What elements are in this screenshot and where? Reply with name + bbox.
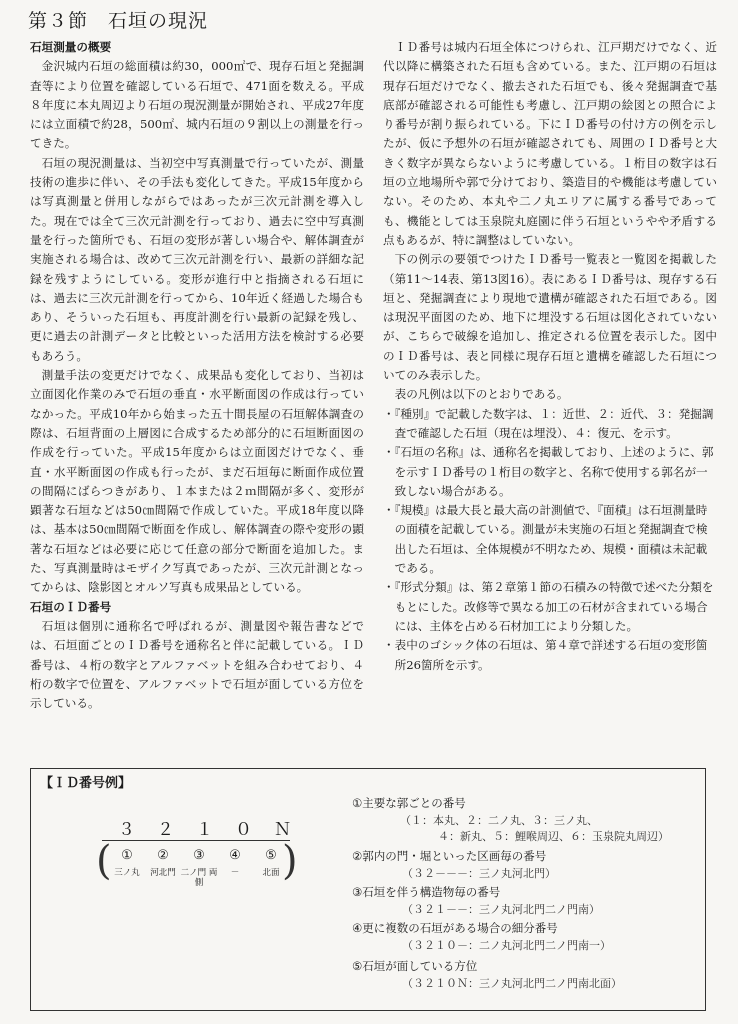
legend-item: ・『規模』は最大長と最大高の計測値で、『面積』は石垣測量時の面積を記載している。測量が未実施の石垣と発掘調査で検出した石垣は、全体規模が不明なため、規模・面積は未記載である。 (383, 503, 708, 576)
digit-marker-5: ⑤ (265, 848, 277, 863)
legend-item: ・『石垣の名称』は、通称名を掲載しており、上述のように、郭を示すＩＤ番号の１桁目の数字と、名称で使用する郭名が一致しない場合がある。 (383, 445, 714, 498)
right-paren: ) (282, 838, 298, 884)
digit-marker-4: ④ (229, 848, 241, 863)
section-heading-survey: 石垣測量の概要 (30, 40, 112, 54)
legend-item: ・『形式分類』は、第２章第１節の石積みの特徴で述べた分類をもとにした。改修等で異なる加工の石材が含まれている場合には、主体を占める石材加工により分類した。 (383, 580, 714, 633)
digit-label-1: 三ノ丸 (114, 868, 140, 878)
left-column (30, 38, 364, 713)
paragraph: 金沢城内石垣の総面積は約30，000㎡で、現存石垣と発掘調査等により位置を確認している石垣で、471面を数える。平成８年度に本丸周辺より石垣の現況測量が開始され、平成27年度には立面積で約28，500㎡、城内石垣の９割以上の測量を行ってきた。 (30, 59, 364, 151)
def-1-detail-a: （１：本丸、２：二ノ丸、３：三ノ丸、 (400, 814, 598, 827)
def-1: ①主要な郭ごとの番号 (352, 796, 466, 810)
left-paren: ( (96, 838, 112, 884)
digit-label-2: 河北門 (150, 868, 176, 878)
def-3: ③石垣を伴う構造物毎の番号 (352, 885, 501, 899)
digit-label-5: 北面 (262, 868, 280, 878)
def-5: ⑤石垣が面している方位 (352, 959, 478, 973)
def-2-detail: （３２－－－：三ノ丸河北門） (402, 867, 556, 880)
paragraph: 石垣の現況測量は、当初空中写真測量で行っていたが、測量技術の進歩に伴い、その手法も変化してきた。平成15年度からは写真測量と併用しながらではあったが三次元計測を導入した。現在では全て三次元計測を行っており、過去に空中写真測量を行った箇所でも、石垣の変形が著しい場合や、解体調査が実施される場合は、改めて三次元計測を行い、最新の詳細な記録を残すようにしている。変形が進行中と指摘される石垣には、過去に三次元計測を行ってから、10年近く経過した場合もあり、そういった石垣も、再度計測を行い最新の記録を残し、更に過去の計測データと比較といった活用方法を検討する必要もあろう。 (30, 155, 364, 363)
paragraph: 表の凡例は以下のとおりである。 (394, 387, 569, 402)
id-example-title: 【ＩＤ番号例】 (40, 776, 132, 791)
def-3-detail: （３２１－－：三ノ丸河北門二ノ門南） (402, 903, 600, 916)
paragraph: ＩＤ番号は城内石垣全体につけられ、江戸期だけでなく、近代以降に構築された石垣も含めている。また、江戸期の石垣は現存石垣だけでなく、撤去された石垣でも、後々発掘調査で基底部が確認される可能性も考慮し、江戸期の絵図との照合により番号が割り振られている。下にＩＤ番号の付け方の例を示したが、仮に予想外の石垣が確認されても、周囲のＩＤ番号と大きく数字が異ならないように考慮している。１桁目の数字は石垣の立地場所や郭で分けており、築造目的や機能は考慮していない。そのため、本丸や二ノ丸エリアに属する番号であっても、機能としては玉泉院丸庭園に伴う石垣というやや矛盾する点もあるが、特に調整はしていない。 (383, 40, 717, 247)
code-underline (102, 840, 290, 841)
digit-marker-1: ① (121, 848, 133, 863)
digit-marker-3: ③ (193, 848, 205, 863)
digit-label-3: 二ノ門 両側 (180, 868, 218, 888)
section-heading-id: 石垣のＩＤ番号 (30, 599, 112, 614)
digit-label-4: － (230, 868, 240, 878)
def-2: ②郭内の門・堀といった区画毎の番号 (352, 849, 547, 863)
paragraph: 測量手法の変更だけでなく、成果品も変化しており、当初は立面図化作業のみで石垣の垂直・水平断面図の作成は行っていなかった。平成10年から始まった五十間長屋の石垣解体調査の際は、石垣背面の上層図に合成するため部分的に石垣断面図の作成を行っていた。平成15年度からは立面図だけでなく、垂直・水平断面図の作成も行ったが、まだ石垣毎に断面作成位置の間隔にばらつきがあり、１本または２ｍ間隔が多く、変形が顕著な石垣などは50㎝間隔で作成していた。平成18年度以降は、基本は50㎝間隔で断面を作成し、解体調査の際や変形の顕著な石垣などは必要に応じて任意の部分で断面を追加した。また、写真測量時はモザイク写真であったが、三次元計測となってからは、陰影図とオルソ写真も成果品としている。 (30, 368, 364, 595)
legend-item: ・『種別』で記載した数字は、１：近世、２：近代、３：発掘調査で確認した石垣（現在は埋没）、４：復元、を示す。 (383, 406, 714, 440)
right-column (383, 38, 717, 675)
paragraph: 下の例示の要領でつけたＩＤ番号一覧表と一覧図を掲載した（第11～14表、第13図16）。表にあるＩＤ番号は、現存する石垣と、発掘調査により現地で遺構が確認された石垣である。図は現況平面図のため、地下に埋没する石垣は図化されていないが、こちらで破線を追加し、推定される位置を表示した。図中のＩＤ番号は、表と同様に現存石垣と遺構を確認した石垣についてのみ表示した。 (383, 252, 717, 383)
def-5-detail: （３２１０Ｎ：三ノ丸河北門二ノ門南北面） (402, 977, 622, 990)
id-code-example: ３２１０Ｎ (118, 820, 313, 840)
paragraph: 石垣は個別に通称名で呼ばれるが、測量図や報告書などでは、石垣面ごとのＩＤ番号を通称名と伴に記載している。ＩＤ番号は、４桁の数字とアルファベットを組み合わせており、４桁の数字で位置を、アルファベットで石垣が面している方位を示している。 (30, 618, 364, 711)
def-4: ④更に複数の石垣がある場合の細分番号 (352, 921, 558, 935)
def-1-detail-b: ４：新丸、５：鯉喉周辺、６：玉泉院丸周辺） (438, 830, 669, 843)
digit-marker-2: ② (157, 848, 169, 863)
def-4-detail: （３２１０－：二ノ丸河北門二ノ門南一） (402, 939, 611, 952)
page-title: 第３節 石垣の現況 (28, 10, 209, 32)
legend-item: ・表中のゴシック体の石垣は、第４章で詳述する石垣の変形箇所26箇所を示す。 (383, 638, 708, 672)
